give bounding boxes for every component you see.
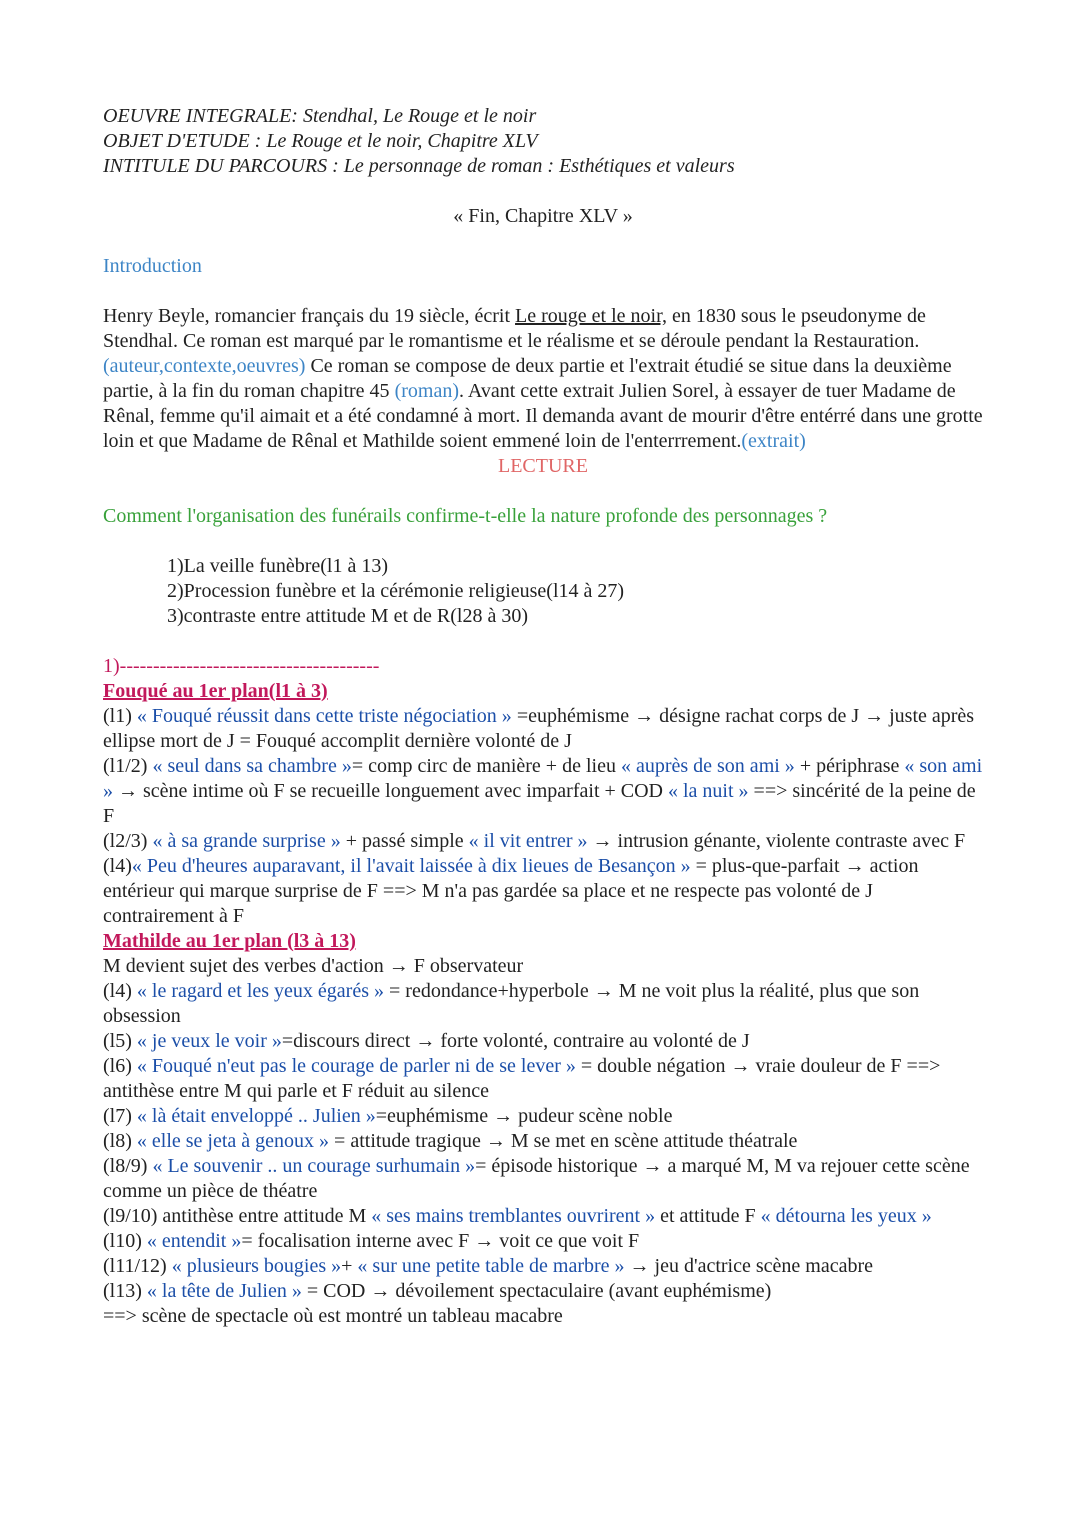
header-objet: OBJET D'ETUDE : Le Rouge et le noir, Chapitre XLV (103, 130, 538, 152)
note-quote: « son ami » (103, 755, 983, 802)
note-comment: ==> sincérité de la peine de F (103, 780, 976, 827)
note-comment: + (341, 1255, 358, 1277)
note-line (103, 704, 983, 754)
note-quote: « à sa grande surprise » (152, 830, 341, 852)
intro-text-3: Ce roman se compose de deux partie et l'extrait étudié se situe dans la deuxième partie, à la fin du roman chapitre 45 (103, 355, 952, 402)
note-quote: « il vit entrer » (468, 830, 588, 852)
note-comment: =euphémisme → désigne rachat corps de J → juste après ellipse mort de J = Fouqué accomplit dernière volonté de J (103, 705, 975, 752)
note-quote: « la nuit » (668, 780, 749, 802)
note-quote: « auprès de son ami » (620, 755, 795, 777)
note-comment: = COD → dévoilement spectaculaire (avant euphémisme) (301, 1280, 772, 1302)
note-comment: et attitude F (655, 1205, 761, 1227)
note-quote: « Peu d'heures auparavant, il l'avait laissée à dix lieues de Besançon » (131, 855, 691, 877)
section-heading-fouque: Fouqué au 1er plan(l1 à 3) (103, 680, 328, 702)
note-comment: = focalisation interne avec F → voit ce que voit F (241, 1230, 640, 1252)
note-line (103, 1229, 983, 1254)
note-line (103, 854, 983, 929)
note-comment: → scène intime où F se recueille longuement avec imparfait + COD (113, 780, 668, 802)
note-ref: (l7) (103, 1105, 137, 1127)
note-comment: → intrusion génante, violente contraste avec F (587, 830, 966, 852)
note-comment: = double négation → vraie douleur de F ==> antithèse entre M qui parle et F réduit au silence (103, 1055, 941, 1102)
note-quote: « entendit » (146, 1230, 242, 1252)
note-ref: (l8/9) (103, 1155, 153, 1177)
note-line (103, 954, 983, 979)
note-line (103, 754, 983, 829)
note-comment: = comp circ de manière + de lieu (351, 755, 621, 777)
note-quote: « elle se jeta à genoux » (136, 1130, 330, 1152)
note-comment: = plus-que-parfait → action entérieur qui marque surprise de F ==> M n'a pas gardée sa place et ne respecte pas volonté de J contrairement à F (103, 855, 919, 927)
note-quote: « là était enveloppé .. Julien » (136, 1105, 376, 1127)
note-quote: « plusieurs bougies » (171, 1255, 342, 1277)
note-line (103, 829, 983, 854)
note-quote: « seul dans sa chambre » (152, 755, 352, 777)
note-comment: = épisode historique → a marqué M, M va rejouer cette scène comme un pièce de théatre (103, 1155, 970, 1202)
note-line (103, 1129, 983, 1154)
note-ref: (l5) (103, 1030, 137, 1052)
intro-heading: Introduction (103, 255, 202, 277)
intro-tag-roman: (roman) (394, 380, 459, 402)
note-ref: (l11/12) (103, 1255, 172, 1277)
note-quote: « sur une petite table de marbre » (357, 1255, 625, 1277)
note-line (103, 1104, 983, 1129)
lecture-label: LECTURE (498, 455, 588, 477)
note-quote: « Le souvenir .. un courage surhumain » (152, 1155, 476, 1177)
note-ref: (l10) (103, 1230, 147, 1252)
plan-item-3: 3)contraste entre attitude M et de R(l28 à 30) (167, 605, 528, 627)
header-parcours: INTITULE DU PARCOURS : Le personnage de roman : Esthétiques et valeurs (103, 155, 735, 177)
note-ref: (l8) (103, 1130, 137, 1152)
note-comment: =discours direct → forte volonté, contraire au volonté de J (281, 1030, 750, 1052)
part1-marker: 1)--------------------------------------- (103, 655, 380, 677)
intro-text-2: en 1830 sous le pseudonyme de Stendhal. Ce roman est marqué par le romantisme et le réalisme et se déroule pendant la Restauration. (103, 305, 926, 352)
note-line (103, 1279, 983, 1304)
note-ref: (l1/2) (103, 755, 153, 777)
header-oeuvre: OEUVRE INTEGRALE: Stendhal, Le Rouge et le noir (103, 105, 537, 127)
note-ref: (l4) (103, 855, 132, 877)
note-line (103, 1204, 983, 1229)
note-ref: (l1) (103, 705, 137, 727)
note-ref: (l2/3) (103, 830, 153, 852)
note-comment: ==> scène de spectacle où est montré un tableau macabre (103, 1305, 563, 1327)
note-line (103, 979, 983, 1029)
note-conclusion (103, 1304, 983, 1329)
intro-paragraph (103, 304, 983, 454)
problematique: Comment l'organisation des funérails confirme-t-elle la nature profonde des personnages ? (103, 505, 828, 527)
note-comment: M devient sujet des verbes d'action → F observateur (103, 955, 524, 977)
section-heading-mathilde: Mathilde au 1er plan (l3 à 13) (103, 930, 356, 952)
note-quote: « Fouqué réussit dans cette triste négociation » (136, 705, 512, 727)
note-line (103, 1029, 983, 1054)
note-line (103, 1054, 983, 1104)
note-quote: « détourna les yeux » (760, 1205, 932, 1227)
note-quote: « le ragard et les yeux égarés » (136, 980, 384, 1002)
note-quote: « la tête de Julien » (146, 1280, 302, 1302)
intro-tag-extrait: (extrait) (741, 430, 806, 452)
note-ref: (l13) (103, 1280, 147, 1302)
note-comment: =euphémisme → pudeur scène noble (375, 1105, 673, 1127)
plan-item-1: 1)La veille funèbre(l1 à 13) (167, 555, 389, 577)
intro-text-1: Henry Beyle, romancier français du 19 siècle, écrit (103, 305, 516, 327)
note-comment: + périphrase (794, 755, 905, 777)
plan-item-2: 2)Procession funèbre et la cérémonie religieuse(l14 à 27) (167, 580, 625, 602)
note-quote: « ses mains tremblantes ouvrirent » (371, 1205, 656, 1227)
intro-tag-auteur: (auteur,contexte,oeuvres) (103, 355, 306, 377)
note-ref: (l6) (103, 1055, 137, 1077)
note-comment: = redondance+hyperbole → M ne voit plus la réalité, plus que son obsession (103, 980, 920, 1027)
intro-text-4: . Avant cette extrait Julien Sorel, à essayer de tuer Madame de Rênal, femme qu'il aimait et a été condamné à mort. Il demanda avant de mourir d'être entérré dans une grotte loin et que Madame de Rênal et Mathilde soient emmené loin de l'enterrrement. (103, 380, 983, 452)
note-line (103, 1154, 983, 1204)
note-quote: « je veux le voir » (136, 1030, 282, 1052)
note-comment: → jeu d'actrice scène macabre (624, 1255, 874, 1277)
extract-title: « Fin, Chapitre XLV » (453, 205, 633, 227)
note-quote: « Fouqué n'eut pas le courage de parler ni de se lever » (136, 1055, 576, 1077)
note-comment: = attitude tragique → M se met en scène attitude théatrale (329, 1130, 798, 1152)
document-body (103, 104, 983, 1329)
note-ref: (l9/10) antithèse entre attitude M (103, 1205, 372, 1227)
note-comment: + passé simple (340, 830, 469, 852)
note-ref: (l4) (103, 980, 137, 1002)
note-line (103, 1254, 983, 1279)
intro-work-title: Le rouge et le noir, (515, 305, 667, 327)
